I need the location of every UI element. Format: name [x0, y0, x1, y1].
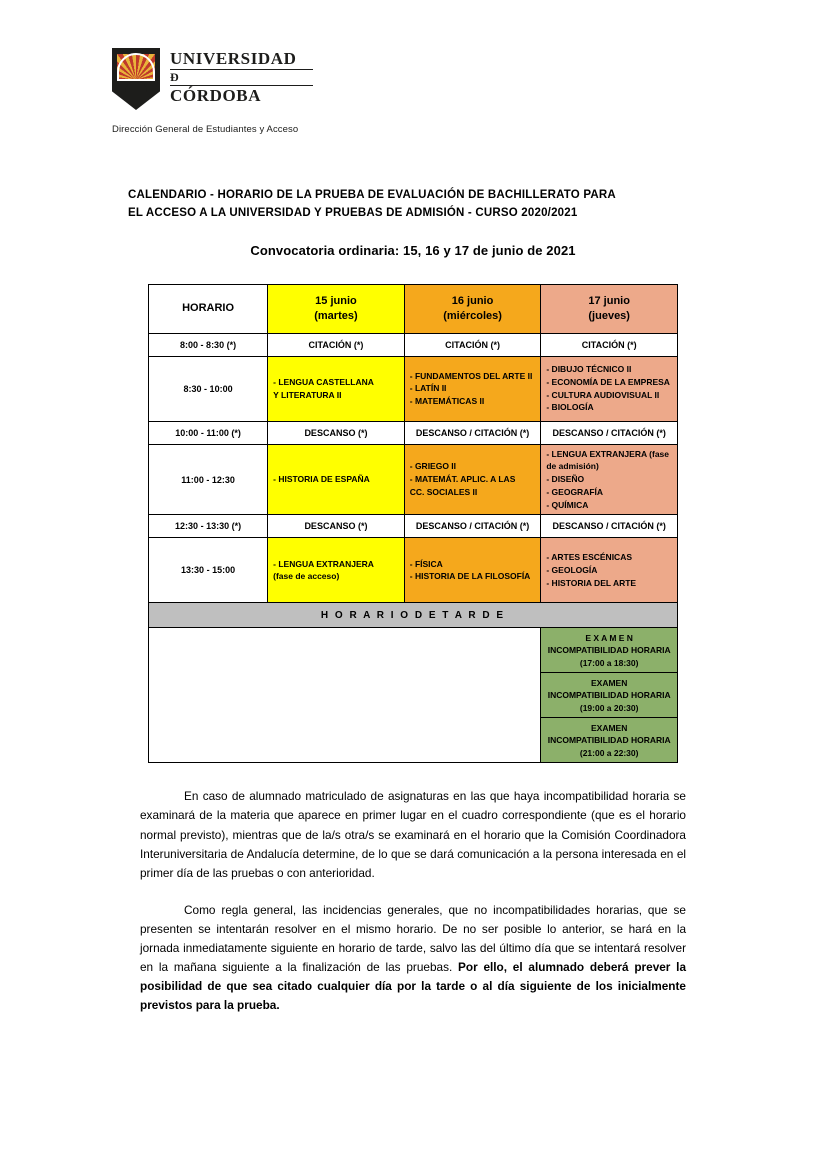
afternoon-band-row [149, 603, 678, 628]
document-body [70, 787, 756, 1015]
table-row [149, 515, 678, 538]
table-row [149, 444, 678, 515]
university-crest-icon [112, 48, 160, 110]
exam-cell-2: EXAMEN INCOMPATIBILIDAD HORARIA (19:00 a 20:30) [541, 673, 678, 718]
time-cell: 13:30 - 15:00 [149, 538, 268, 603]
subject-cell-day2: - FUNDAMENTOS DEL ARTE II - LATÍN II - MATEMÁTICAS II [404, 356, 541, 421]
break-cell-day3: DESCANSO / CITACIÓN (*) [541, 421, 678, 444]
university-name-line3: CÓRDOBA [170, 86, 262, 106]
time-cell: 11:00 - 12:30 [149, 444, 268, 515]
university-logo [112, 48, 756, 110]
empty-afternoon-area [149, 628, 541, 763]
subject-cell-day1: - HISTORIA DE ESPAÑA [268, 444, 405, 515]
table-row [149, 421, 678, 444]
table-row [149, 356, 678, 421]
subject-cell-day2: - GRIEGO II - MATEMÁT. APLIC. A LAS CC. SOCIALES II [404, 444, 541, 515]
subject-cell-day3: - DIBUJO TÉCNICO II - ECONOMÍA DE LA EMPRESA - CULTURA AUDIOVISUAL II - BIOLOGÍA [541, 356, 678, 421]
break-cell-day2: DESCANSO / CITACIÓN (*) [404, 421, 541, 444]
break-cell-day2: CITACIÓN (*) [404, 333, 541, 356]
break-cell-day1: DESCANSO (*) [268, 421, 405, 444]
time-cell: 8:00 - 8:30 (*) [149, 333, 268, 356]
subject-cell-day1: - LENGUA CASTELLANA Y LITERATURA II [268, 356, 405, 421]
time-cell: 10:00 - 11:00 (*) [149, 421, 268, 444]
document-title-block [70, 187, 756, 258]
table-row [149, 538, 678, 603]
schedule-table-wrapper [70, 284, 756, 764]
logo-divider [170, 69, 313, 70]
header-cell-day2: 16 junio (miércoles) [404, 284, 541, 333]
paragraph-2-bold: Por ello, el alumnado deberá prever la posibilidad de que sea citado cualquier día por la tarde o al día siguiente de los inicialmente previstos para la prueba. [140, 960, 687, 1013]
break-cell-day3: DESCANSO / CITACIÓN (*) [541, 515, 678, 538]
department-label: Dirección General de Estudiantes y Acceso [112, 124, 299, 135]
subject-cell-day3: - ARTES ESCÉNICAS - GEOLOGÍA - HISTORIA DEL ARTE [541, 538, 678, 603]
university-wordmark [170, 48, 313, 106]
university-name-line1: UNIVERSIDAD [170, 49, 297, 68]
paragraph-2 [140, 901, 686, 1016]
time-cell: 8:30 - 10:00 [149, 356, 268, 421]
header-cell-day1: 15 junio (martes) [268, 284, 405, 333]
afternoon-exam-row-1 [149, 628, 678, 673]
break-cell-day2: DESCANSO / CITACIÓN (*) [404, 515, 541, 538]
time-cell: 12:30 - 13:30 (*) [149, 515, 268, 538]
exam-cell-1: E X A M E N INCOMPATIBILIDAD HORARIA (17:00 a 18:30) [541, 628, 678, 673]
break-cell-day1: CITACIÓN (*) [268, 333, 405, 356]
exam-cell-3: EXAMEN INCOMPATIBILIDAD HORARIA (21:00 a 22:30) [541, 718, 678, 763]
table-row [149, 333, 678, 356]
document-title-line-1: CALENDARIO - HORARIO DE LA PRUEBA DE EVALUACIÓN DE BACHILLERATO PARA [128, 189, 616, 201]
document-title-line-2: EL ACCESO A LA UNIVERSIDAD Y PRUEBAS DE ADMISIÓN - CURSO 2020/2021 [128, 206, 578, 219]
break-cell-day1: DESCANSO (*) [268, 515, 405, 538]
schedule-table [148, 284, 678, 764]
header-cell-day3: 17 junio (jueves) [541, 284, 678, 333]
subject-cell-day2: - FÍSICA - HISTORIA DE LA FILOSOFÍA [404, 538, 541, 603]
university-name-line2: Ð [170, 70, 180, 85]
subject-cell-day3: - LENGUA EXTRANJERA (fase de admisión) - DISEÑO - GEOGRAFÍA - QUÍMICA [541, 444, 678, 515]
document-header [112, 48, 756, 135]
subject-cell-day1: - LENGUA EXTRANJERA (fase de acceso) [268, 538, 405, 603]
paragraph-1: En caso de alumnado matriculado de asignaturas en las que haya incompatibilidad horaria se examinará de la materia que aparece en primer lugar en el cuadro correspondiente (que es el horario normal previsto), mientras que de la/s otra/s se examinará en el horario que la Comisión Coordinadora Interuniversitaria de Andalucía determine, de lo que se dará comunicación a la persona interesada en el primer día de las pruebas o con anterioridad. [140, 789, 686, 880]
paragraph-2-text: Como regla general, las incidencias generales, que no incompatibilidades horarias, que se presenten se intentarán resolver en el mismo horario. De no ser posible lo anterior, se hará en la jornada inmediatamente siguiente en horario de tarde, salvo las del último día que se intentará resolver en la mañana siguiente a la finalización de las pruebas. [140, 902, 686, 975]
break-cell-day3: CITACIÓN (*) [541, 333, 678, 356]
table-header-row [149, 284, 678, 333]
afternoon-band-label: H O R A R I O D E T A R D E [149, 603, 678, 628]
header-cell-horario: HORARIO [149, 284, 268, 333]
document-subtitle: Convocatoria ordinaria: 15, 16 y 17 de junio de 2021 [250, 242, 576, 258]
